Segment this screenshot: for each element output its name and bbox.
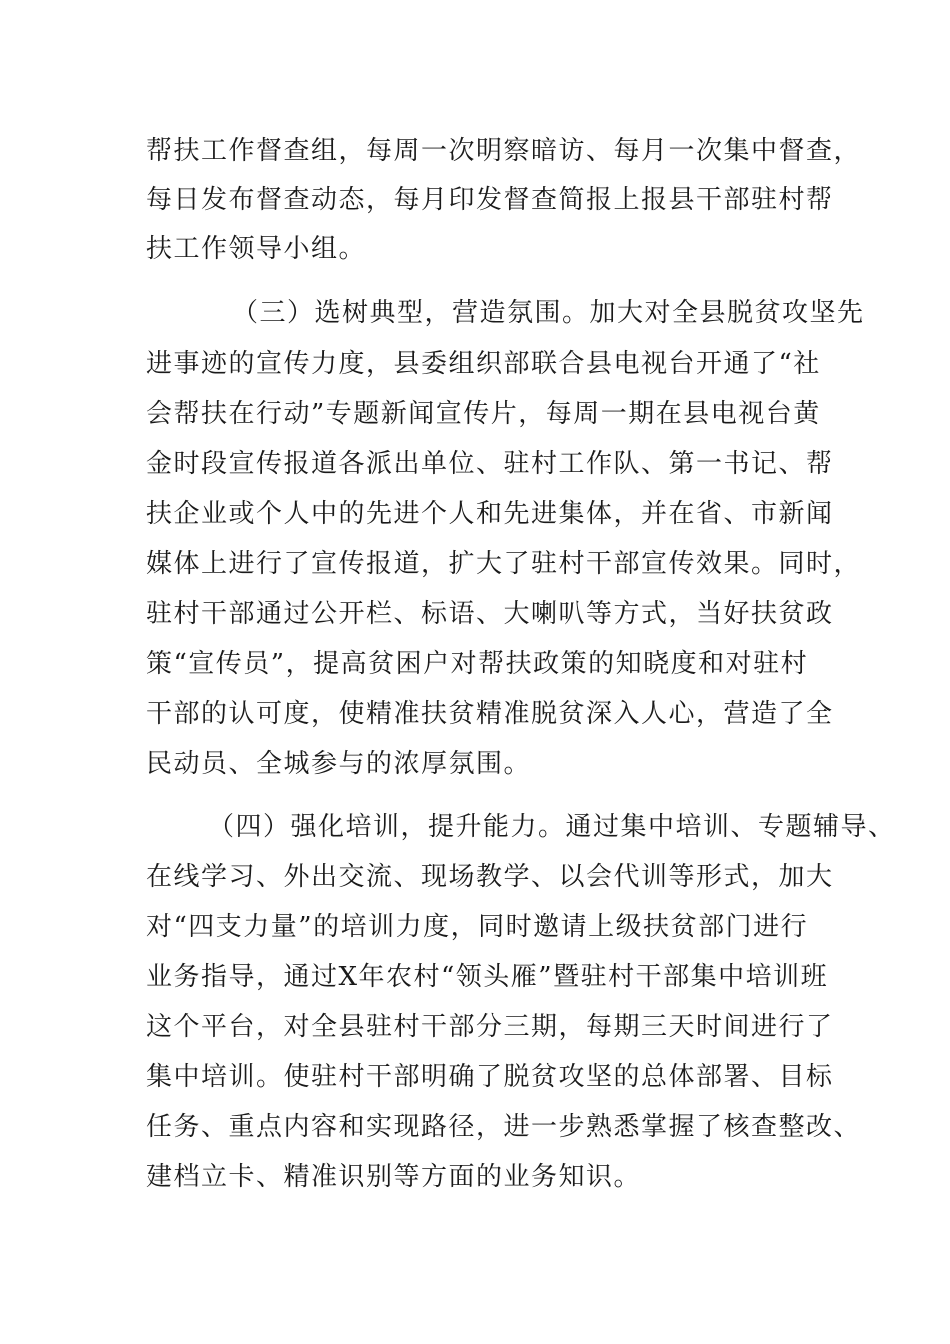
section-three-heading-line: （三）选树典型，营造氛围。加大对全县脱贫攻坚先 xyxy=(232,298,865,328)
text-line: 民动员、全城参与的浓厚氛围。 xyxy=(146,749,532,779)
text-line: 会帮扶在行动”专题新闻宣传片，每周一期在县电视台黄 xyxy=(146,399,821,429)
text-line: 媒体上进行了宣传报道，扩大了驻村干部宣传效果。同时， xyxy=(146,549,862,579)
text-line: 进事迹的宣传力度，县委组织部联合县电视台开通了“社 xyxy=(146,349,821,379)
text-line: 扶工作领导小组。 xyxy=(146,234,367,264)
text-line: 策“宣传员”，提高贫困户对帮扶政策的知晓度和对驻村 xyxy=(146,649,809,679)
text-line: 集中培训。使驻村干部明确了脱贫攻坚的总体部署、目标 xyxy=(146,1062,834,1092)
text-line: 驻村干部通过公开栏、标语、大喇叭等方式，当好扶贫政 xyxy=(146,599,834,629)
text-line: 对“四支力量”的培训力度，同时邀请上级扶贫部门进行 xyxy=(146,912,809,942)
text-line: 每日发布督查动态，每月印发督查简报上报县干部驻村帮 xyxy=(146,185,834,215)
text-line: 业务指导，通过X年农村“领头雁”暨驻村干部集中培训班 xyxy=(146,962,829,992)
text-line: 扶企业或个人中的先进个人和先进集体，并在省、市新闻 xyxy=(146,499,834,529)
text-line: 帮扶工作督查组，每周一次明察暗访、每月一次集中督查， xyxy=(146,136,862,166)
text-line: 金时段宣传报道各派出单位、驻村工作队、第一书记、帮 xyxy=(146,449,834,479)
text-line: 建档立卡、精准识别等方面的业务知识。 xyxy=(146,1162,642,1192)
section-four-heading-line: （四）强化培训，提升能力。通过集中培训、专题辅导、 xyxy=(208,812,896,842)
text-line: 在线学习、外出交流、现场教学、以会代训等形式，加大 xyxy=(146,862,834,892)
text-line: 任务、重点内容和实现路径，进一步熟悉掌握了核查整改、 xyxy=(146,1112,862,1142)
text-line: 这个平台，对全县驻村干部分三期，每期三天时间进行了 xyxy=(146,1012,834,1042)
text-line: 干部的认可度，使精准扶贫精准脱贫深入人心，营造了全 xyxy=(146,699,834,729)
